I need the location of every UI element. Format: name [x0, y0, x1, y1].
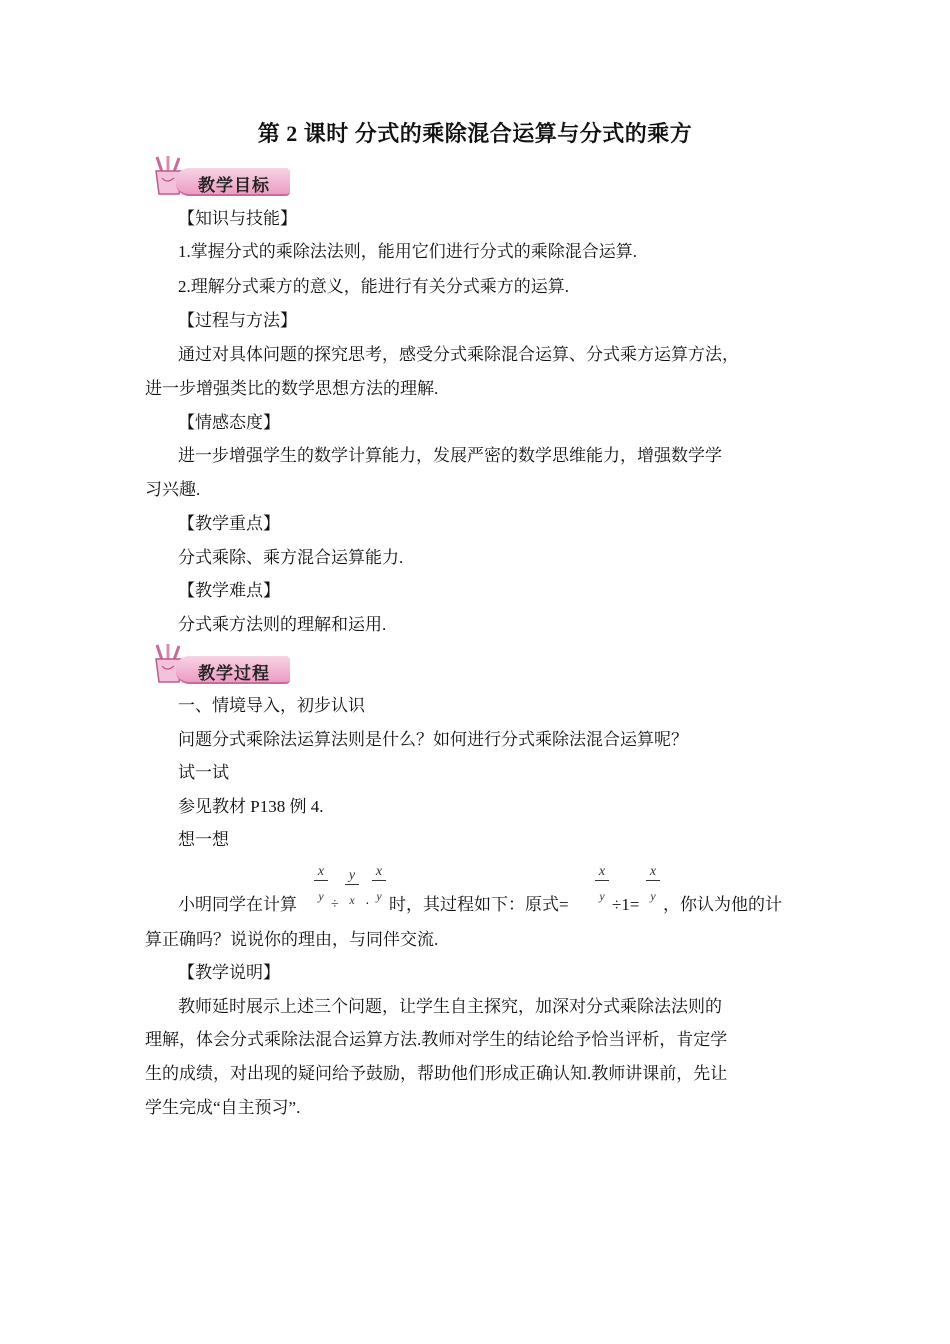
section-label: 教学目标 — [198, 176, 270, 196]
text-line: 试一试 — [178, 763, 229, 782]
text-line: 【情感态度】 — [178, 413, 280, 432]
fraction-denominator: y — [650, 889, 656, 903]
fraction-numerator: x — [595, 864, 609, 881]
section-label: 教学过程 — [198, 664, 270, 684]
fraction-denominator: x — [349, 893, 355, 907]
text-line: 分式乘除、乘方混合运算能力. — [178, 548, 404, 567]
formula-text: 小明同学在计算 — [178, 895, 297, 914]
text-line: 想一想 — [178, 830, 229, 849]
text-line: 【教学说明】 — [178, 963, 280, 982]
section-badge-objectives — [148, 154, 293, 198]
text-line: 2.理解分式乘方的意义，能进行有关分式乘方的运算. — [178, 277, 569, 296]
text-line: 【过程与方法】 — [178, 311, 297, 330]
text-line: 【教学难点】 — [178, 581, 280, 600]
text-line: 生的成绩，对出现的疑问给予鼓励，帮助他们形成正确认知.教师讲课前，先让 — [145, 1064, 728, 1083]
formula-text: ÷1= — [612, 895, 640, 914]
formula-text: ，你认为他的计 — [663, 895, 782, 914]
text-line: 【知识与技能】 — [178, 209, 297, 228]
section-badge-process — [148, 642, 293, 686]
text-line: 进一步增强类比的数学思想方法的理解. — [145, 379, 439, 398]
fraction-numerator: x — [646, 864, 660, 881]
formula-text: 时，其过程如下：原式= — [389, 895, 569, 914]
dot-sign: · — [365, 897, 370, 912]
fraction-numerator: x — [314, 864, 328, 881]
divide-sign: ÷ — [331, 897, 339, 912]
text-line: 【教学重点】 — [178, 514, 280, 533]
text-line: 1.掌握分式的乘除法法则，能用它们进行分式的乘除混合运算. — [178, 242, 637, 261]
text-line: 分式乘方法则的理解和运用. — [178, 615, 387, 634]
fraction-denominator: y — [376, 889, 382, 903]
text-line: 问题分式乘除法运算法则是什么？如何进行分式乘除法混合运算呢？ — [178, 730, 688, 749]
text-line: 算正确吗？说说你的理由，与同伴交流. — [145, 930, 439, 949]
text-line: 参见教材 P138 例 4. — [178, 797, 324, 816]
fraction-numerator: y — [345, 868, 359, 885]
text-line: 通过对具体问题的探究思考，感受分式乘除混合运算、分式乘方运算方法， — [178, 345, 739, 364]
fraction-numerator: x — [372, 864, 386, 881]
text-line: 进一步增强学生的数学计算能力，发展严密的数学思维能力，增强数学学 — [178, 446, 722, 465]
fraction-denominator: y — [599, 889, 605, 903]
text-line: 一、情境导入，初步认识 — [178, 696, 365, 715]
text-line: 习兴趣. — [145, 480, 201, 499]
page-title: 第 2 课时 分式的乘除混合运算与分式的乘方 — [257, 121, 693, 146]
text-line: 学生完成“自主预习”. — [145, 1098, 301, 1117]
text-line: 教师延时展示上述三个问题，让学生自主探究，加深对分式乘除法法则的 — [178, 997, 722, 1016]
fraction-denominator: y — [318, 889, 324, 903]
text-line: 理解，体会分式乘除法混合运算方法.教师对学生的结论给予恰当评析，肯定学 — [145, 1030, 728, 1049]
